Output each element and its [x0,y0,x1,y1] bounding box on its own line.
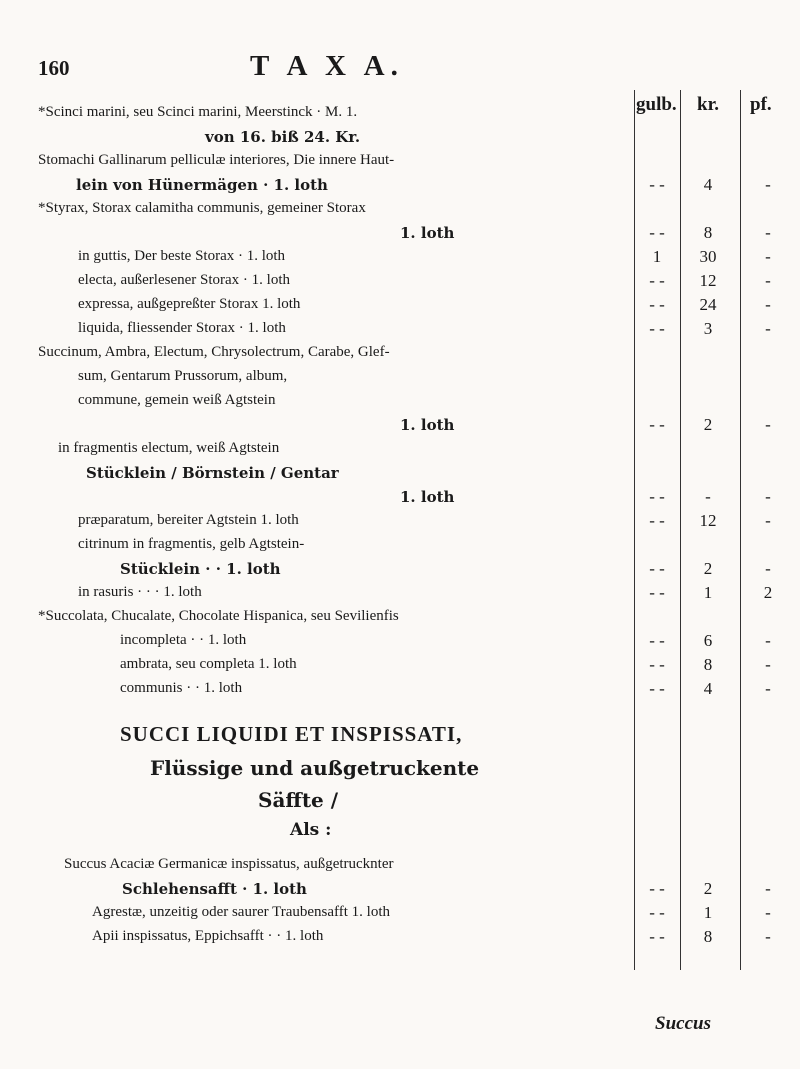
catchword: Succus [655,1013,711,1034]
entry-line: sum, Gentarum Prussorum, album, [78,368,288,384]
price-pfennig: 2 [763,583,773,602]
price-kreuzer: 8 [703,927,713,946]
entry-line: communis · · 1. loth [120,680,243,696]
entry-line: Succus Acaciæ Germanicæ inspissatus, außgetrucknter [64,856,394,872]
column-divider [634,90,635,970]
entry-line: 1. loth [400,488,455,506]
price-gulden: - - [649,271,665,290]
price-gulden: - - [649,295,665,314]
price-pfennig: - [765,247,771,266]
price-kreuzer: 4 [703,679,713,698]
price-kreuzer: 24 [699,295,717,314]
entry-line: Stomachi Gallinarum pelliculæ interiores, Die innere Haut- [38,152,395,168]
price-kreuzer: 8 [703,223,713,242]
price-gulden: - - [649,559,665,578]
column-divider [740,90,741,970]
entry-line: Schlehensafft · 1. loth [122,880,307,898]
column-header-pfennig: pf. [750,94,772,115]
price-pfennig: - [765,679,771,698]
entry-line: Agrestæ, unzeitig oder saurer Traubensafft 1. loth [92,904,391,920]
price-gulden: - - [649,175,665,194]
section-heading: SUCCI LIQUIDI ET INSPISSATI, [120,722,463,746]
price-kreuzer: 1 [703,583,713,602]
price-gulden: - - [649,879,665,898]
entry-line: 1. loth [400,224,455,242]
page-title: T A X A. [250,50,404,82]
entry-line: incompleta · · 1. loth [120,632,247,648]
price-pfennig: - [765,631,771,650]
price-gulden: - - [649,679,665,698]
price-kreuzer: 4 [703,175,713,194]
price-pfennig: - [765,511,771,530]
price-kreuzer: 2 [703,415,713,434]
price-pfennig: - [765,879,771,898]
entry-line: Succinum, Ambra, Electum, Chrysolectrum, Carabe, Glef- [38,344,390,360]
entry-line: in fragmentis electum, weiß Agtstein [58,440,280,456]
price-gulden: - - [649,583,665,602]
section-subheading: Flüssige und außgetruckente [150,756,480,780]
column-divider [680,90,681,970]
price-kreuzer: 2 [703,559,713,578]
price-kreuzer: - [705,487,711,506]
entry-line: *Styrax, Storax calamitha communis, gemeiner Storax [38,200,366,216]
price-gulden: - - [649,319,665,338]
price-kreuzer: 3 [703,319,713,338]
price-pfennig: - [765,223,771,242]
entry-line: 1. loth [400,416,455,434]
entry-line: Apii inspissatus, Eppichsafft · · 1. loth [92,928,324,944]
entry-line: electa, außerlesener Storax · 1. loth [78,272,290,288]
price-kreuzer: 2 [703,879,713,898]
column-header-gulden: gulb. [636,94,677,115]
price-gulden: - - [649,487,665,506]
price-pfennig: - [765,903,771,922]
column-header-kreuzer: kr. [697,94,720,115]
price-gulden: - - [649,655,665,674]
price-pfennig: - [765,559,771,578]
price-gulden: 1 [652,247,662,266]
price-gulden: - - [649,223,665,242]
entry-line: Stücklein · · 1. loth [120,560,281,578]
entry-line: ambrata, seu completa 1. loth [120,656,297,672]
price-kreuzer: 12 [699,511,717,530]
price-pfennig: - [765,295,771,314]
entry-line: liquida, fliessender Storax · 1. loth [78,320,286,336]
entry-line: citrinum in fragmentis, gelb Agtstein- [78,536,305,552]
price-gulden: - - [649,903,665,922]
price-pfennig: - [765,487,771,506]
price-gulden: - - [649,511,665,530]
entry-line: *Scinci marini, seu Scinci marini, Meerstinck · M. 1. [38,104,358,120]
price-pfennig: - [765,319,771,338]
entry-line: præparatum, bereiter Agtstein 1. loth [78,512,299,528]
price-pfennig: - [765,175,771,194]
price-kreuzer: 8 [703,655,713,674]
price-pfennig: - [765,927,771,946]
entry-line: commune, gemein weiß Agtstein [78,392,276,408]
entry-line: Stücklein / Börnstein / Gentar [86,464,339,482]
section-subheading-3: Als : [290,820,332,840]
price-kreuzer: 1 [703,903,713,922]
price-kreuzer: 6 [703,631,713,650]
price-gulden: - - [649,631,665,650]
entry-line: expressa, außgepreßter Storax 1. loth [78,296,301,312]
price-pfennig: - [765,415,771,434]
price-gulden: - - [649,415,665,434]
section-subheading-2: Säffte / [258,788,339,812]
entry-line: in guttis, Der beste Storax · 1. loth [78,248,286,264]
entry-line: *Succolata, Chucalate, Chocolate Hispanica, seu Sevilienfis [38,608,399,624]
entry-line: von 16. biß 24. Kr. [205,128,361,146]
price-pfennig: - [765,655,771,674]
price-kreuzer: 12 [699,271,717,290]
page-number: 160 [38,56,70,80]
price-gulden: - - [649,927,665,946]
price-kreuzer: 30 [699,247,717,266]
entry-line: in rasuris · · · 1. loth [78,584,202,600]
price-pfennig: - [765,271,771,290]
entry-line: lein von Hünermägen · 1. loth [76,176,328,194]
